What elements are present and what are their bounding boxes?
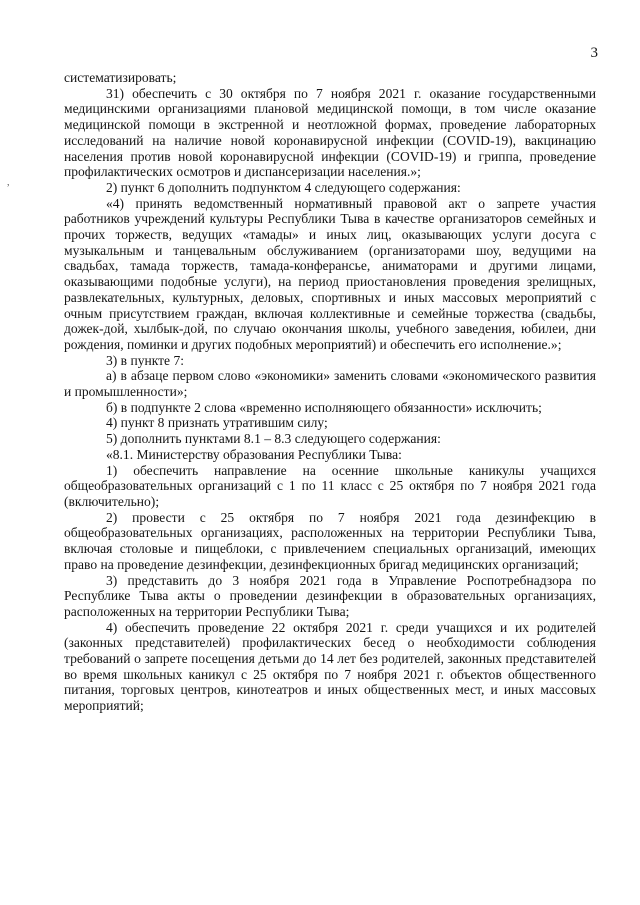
paragraph-amendment-5: 5) дополнить пунктами 8.1 – 8.3 следующего содержания:: [106, 431, 441, 447]
paragraph-amendment-4: 4) пункт 8 признать утратившим силу;: [106, 415, 328, 431]
paragraph-8-1-item-2: 2) провести с 25 октября по 7 ноября 2021 года дезинфекцию в общеобразовательных организациях, расположенных на территории Республики Тыва, включая столовые и пищеблоки, с привлечением специальных организаций, имеющих право на проведение дезинфекции, дезинфекционных бригад медицинских организаций;: [64, 509, 596, 572]
paragraph-amendment-2: 2) пункт 6 дополнить подпунктом 4 следующего содержания:: [106, 179, 461, 195]
paragraph-subitem-4-culture: «4) принять ведомственный нормативный правовой акт о запрете участия работников учреждений культуры Республики Тыва в качестве организаторов семейных и прочих торжеств, ведущих «тамады» и иных лиц, оказывающих услуги досуга с музыкальным и танцевальным обслуживанием (организаторами шоу, ведущими на свадьбах, тамада торжеств, тамада-конферансье, аниматорами и другими лицами, оказывающими подобные услуги), на период приостановления проведения зрелищных, развлекательных, культурных, деловых, спортивных и иных массовых мероприятий с очным присутствием граждан, включая коллективные и семейные торжества (свадьбы, дожек-дой, хылбык-дой, по случаю окончания школы, учебного заведения, юбилеи, дни рождения, поминки и других подобных мероприятий) и обеспечить его исполнение.»;: [64, 195, 596, 352]
paragraph-amendment-3b: б) в подпункте 2 слова «временно исполняющего обязанности» исключить;: [106, 399, 542, 415]
document-body: [64, 70, 596, 714]
paragraph-8-1-item-3: 3) представить до 3 ноября 2021 года в Управление Роспотребнадзора по Республике Тыва акты о проведении дезинфекции в образовательных организациях, расположенных на территории Республики Тыва;: [64, 572, 596, 619]
paragraph-section-8-1: «8.1. Министерству образования Республики Тыва:: [106, 446, 402, 462]
paragraph-continuation: систематизировать;: [64, 70, 177, 85]
margin-mark: ,: [7, 177, 10, 188]
paragraph-amendment-3: 3) в пункте 7:: [106, 352, 184, 368]
page-number: 3: [590, 45, 598, 61]
paragraph-8-1-item-1: 1) обеспечить направление на осенние школьные каникулы учащихся общеобразовательных организаций с 1 по 11 класс с 25 октября по 7 ноября 2021 года (включительно);: [64, 462, 596, 509]
paragraph-8-1-item-4: 4) обеспечить проведение 22 октября 2021 г. среди учащихся и их родителей (законных представителей) профилактических бесед о необходимости соблюдения требований о запрете посещения детьми до 14 лет без родителей, законных представителей во время школьных каникул с 25 октября по 7 ноября 2021 г. объектов общественного питания, торговых центров, кинотеатров и иных общественных мест, и иных массовых мероприятий;: [64, 619, 596, 714]
paragraph-item-31: 31) обеспечить с 30 октября по 7 ноября 2021 г. оказание государственными медицинскими организациями плановой медицинской помощи, в том числе оказание медицинской помощи в экстренной и неотложной формах, проведение лабораторных исследований на наличие новой коронавирусной инфекции (COVID-19), вакцинацию населения против новой коронавирусной инфекции (COVID-19) и гриппа, проведение профилактических осмотров и диспансеризации населения.»;: [64, 85, 596, 180]
paragraph-amendment-3a: а) в абзаце первом слово «экономики» заменить словами «экономического развития и промышленности»;: [64, 368, 596, 400]
